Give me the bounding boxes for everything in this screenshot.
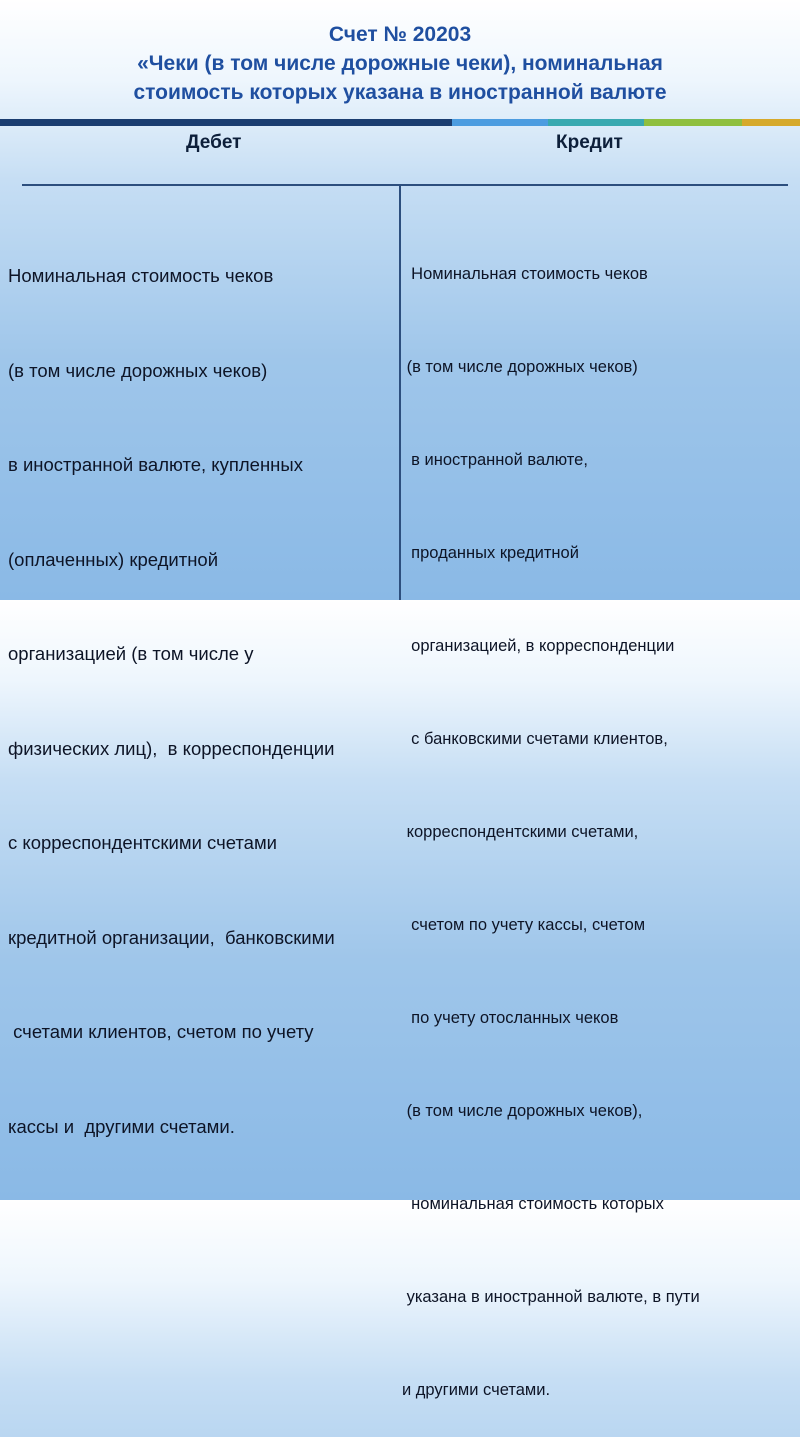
debit-line: (оплаченных) кредитной (8, 548, 219, 570)
credit-line: в иностранной валюте, (402, 451, 588, 469)
debit-line: (в том числе дорожных чеков) (8, 359, 268, 381)
debit-line: физических лиц), в корреспонденции (8, 737, 335, 759)
title-line-2: «Чеки (в том числе дорожные чеки), номинальная (137, 52, 663, 75)
credit-line: с банковскими счетами клиентов, (402, 730, 668, 748)
credit-line: (в том числе дорожных чеков) (402, 358, 638, 376)
credit-text (402, 197, 700, 1437)
decorative-color-bar (0, 119, 800, 126)
credit-line: (в том числе дорожных чеков), (402, 1102, 643, 1120)
credit-line: и другими счетами. (402, 1381, 551, 1399)
vertical-divider (399, 186, 401, 600)
debit-line: кредитной организации, банковскими (8, 926, 335, 948)
debit-line: Номинальная стоимость чеков (8, 265, 274, 286)
debit-line: счетами клиентов, счетом по учету (8, 1021, 314, 1042)
bar-segment-blue (452, 119, 548, 126)
title-account-number: Счет № 20203 (328, 23, 472, 46)
debit-text (8, 197, 335, 1174)
credit-header: Кредит (556, 132, 623, 153)
horizontal-divider (22, 184, 788, 186)
credit-line: указана в иностранной валюте, в пути (402, 1288, 700, 1306)
bar-segment-green (644, 119, 742, 126)
bar-segment-gold (742, 119, 800, 126)
credit-line: Номинальная стоимость чеков (402, 265, 648, 283)
credit-line: корреспондентскими счетами, (402, 823, 639, 841)
credit-line: счетом по учету кассы, счетом (402, 916, 646, 934)
debit-line: организацией (в том числе у (8, 643, 254, 664)
bar-segment-navy (0, 119, 452, 126)
bar-segment-teal (548, 119, 644, 126)
debit-line: кассы и другими счетами. (8, 1115, 235, 1137)
credit-line: проданных кредитной (402, 544, 579, 562)
credit-line: по учету отосланных чеков (402, 1009, 619, 1027)
debit-line: в иностранной валюте, купленных (8, 454, 303, 475)
debit-header: Дебет (186, 132, 242, 153)
slide-title (0, 20, 800, 107)
title-line-3: стоимость которых указана в иностранной валюте (133, 81, 667, 104)
credit-line: организацией, в корреспонденции (402, 637, 675, 655)
credit-line: номинальная стоимость которых (402, 1195, 664, 1213)
debit-line: с корреспондентскими счетами (8, 832, 278, 853)
